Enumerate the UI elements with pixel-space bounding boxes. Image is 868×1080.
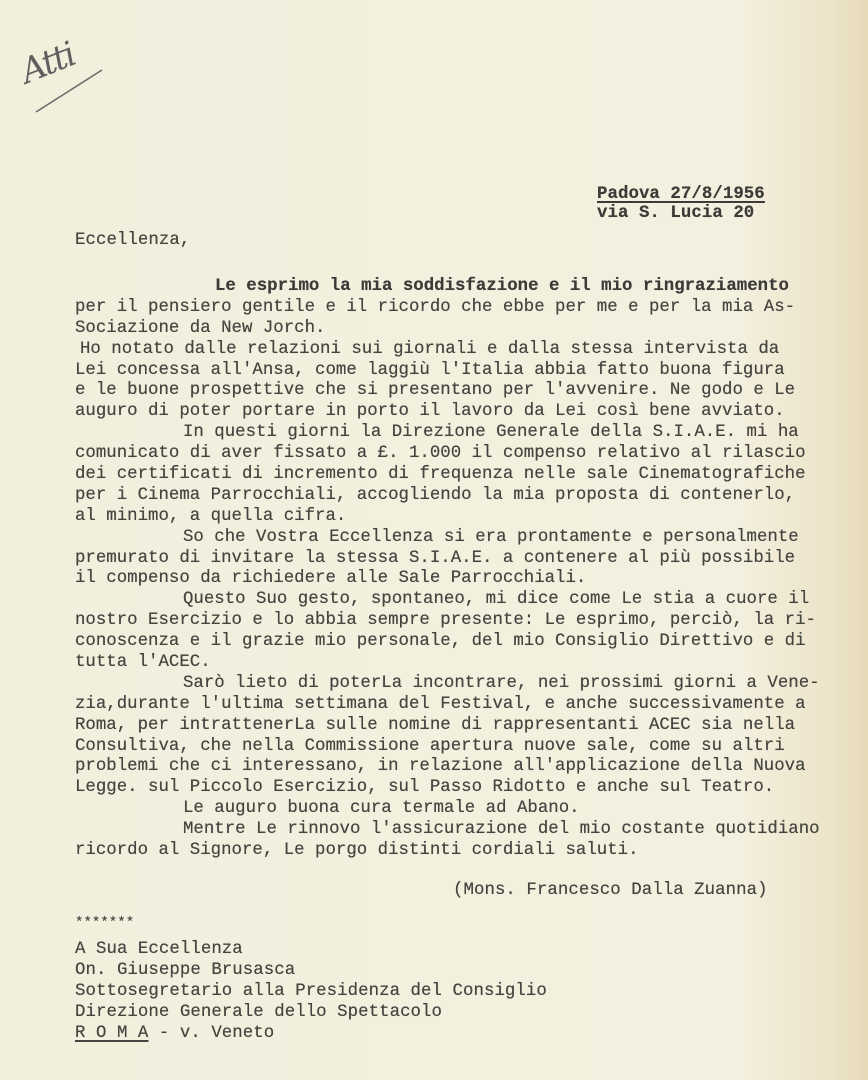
body-line: Legge. sul Piccolo Esercizio, sul Passo Ridotto e anche sul Teatro.: [75, 778, 775, 798]
body-line: Sociazione da New Jorch.: [75, 318, 326, 338]
body-line: auguro di poter portare in porto il lavoro da Lei così bene avviato.: [75, 402, 785, 422]
recipient-city: R O M A: [75, 1024, 149, 1043]
body-line: il compenso da richiedere alle Sale Parrocchiali.: [75, 569, 587, 589]
recipient-street: - v. Veneto: [148, 1024, 275, 1043]
body-line: Roma, per intrattenerLa sulle nomine di rappresentanti ACEC sia nella: [75, 715, 796, 735]
body-line: ricordo al Signore, Le porgo distinti cordiali saluti.: [75, 841, 639, 861]
recipient-line: A Sua Eccellenza: [75, 940, 243, 959]
body-line: e le buone prospettive che si presentano per l'avvenire. Ne godo e Le: [75, 381, 796, 401]
sender-address: via S. Lucia 20: [597, 204, 755, 223]
body-line: In questi giorni la Direzione Generale della S.I.A.E. mi ha: [183, 423, 799, 443]
letter-body: [75, 277, 820, 862]
salutation: Eccellenza,: [75, 231, 191, 250]
body-line: al minimo, a quella cifra.: [75, 506, 347, 526]
body-line: So che Vostra Eccellenza si era prontamente e personalmente: [183, 527, 799, 547]
body-line: Consultiva, che nella Commissione apertura nuove sale, come su altri: [75, 736, 785, 756]
body-line: Sarò lieto di poterLa incontrare, nei prossimi giorni a Vene-: [183, 673, 820, 693]
recipient-line: On. Giuseppe Brusasca: [75, 961, 296, 980]
body-line: Le esprimo la mia soddisfazione e il mio ringraziamento: [215, 277, 789, 296]
body-line: Questo Suo gesto, spontaneo, mi dice come Le stia a cuore il: [183, 590, 810, 610]
body-line: per il pensiero gentile e il ricordo che ebbe per me e per la mia As-: [75, 297, 796, 317]
body-line: dei certificati di incremento di frequenza nelle sale Cinematografiche: [75, 465, 806, 485]
body-line: Mentre Le rinnovo l'assicurazione del mio costante quotidiano: [183, 820, 820, 840]
recipient-line: Sottosegretario alla Presidenza del Consiglio: [75, 982, 547, 1001]
recipient-line: Direzione Generale dello Spettacolo: [75, 1003, 443, 1022]
body-line: Lei concessa all'Ansa, come laggiù l'Italia abbia fatto buona figura: [75, 360, 785, 380]
body-line: nostro Esercizio e lo abbia sempre presente: Le esprimo, perciò, la ri-: [75, 611, 816, 631]
body-line: conoscenza e il grazie mio personale, del mio Consiglio Direttivo e di: [75, 632, 806, 652]
body-line: per i Cinema Parrocchiali, accogliendo la mia proposta di contenerlo,: [75, 485, 796, 505]
letter-date: Padova 27/8/1956: [597, 185, 765, 204]
body-line: tutta l'ACEC.: [75, 653, 211, 673]
annotation-text: Atti: [15, 34, 81, 92]
annotation-underline-stroke: [34, 62, 109, 117]
body-line: Le auguro buona cura termale ad Abano.: [183, 799, 580, 819]
recipient-city-line: [75, 1024, 274, 1043]
separator: *******: [75, 915, 135, 931]
body-line: premurato di invitare la stessa S.I.A.E. a contenere al più possibile: [75, 548, 796, 568]
body-line: comunicato di aver fissato a £. 1.000 il compenso relativo al rilascio: [75, 444, 806, 464]
signature: (Mons. Francesco Dalla Zuanna): [453, 881, 768, 900]
body-line: problemi che ci interessano, in relazione all'applicazione della Nuova: [75, 757, 806, 777]
body-line: Ho notato dalle relazioni sui giornali e dalla stessa intervista da: [80, 339, 780, 359]
handwritten-annotation: [15, 22, 108, 117]
body-line: zia,durante l'ultima settimana del Festival, e anche successivamente a: [75, 694, 806, 714]
